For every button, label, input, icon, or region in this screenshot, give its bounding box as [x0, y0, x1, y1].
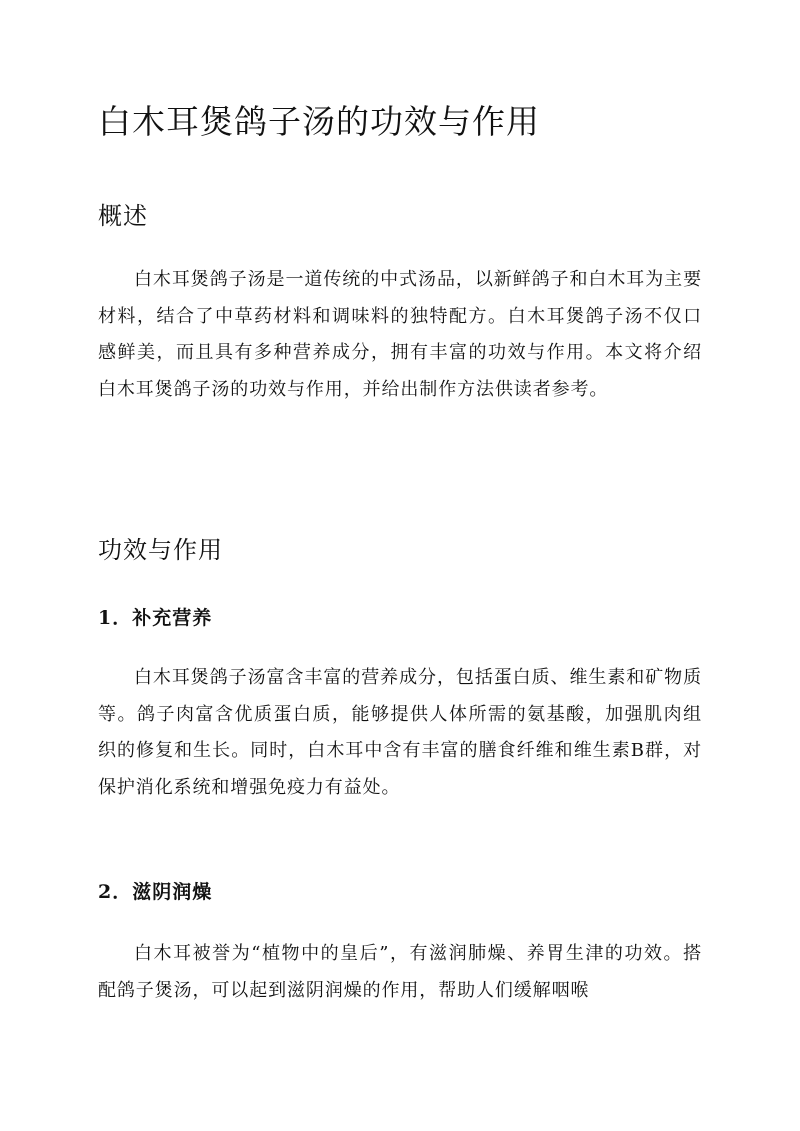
nourish-yin-paragraph: 白木耳被誉为“植物中的皇后”，有滋润肺燥、养胃生津的功效。搭配鸽子煲汤，可以起到滋阴润燥的作用，帮助人们缓解咽喉: [98, 943, 702, 1001]
nutrition-paragraph: 白木耳煲鸽子汤富含丰富的营养成分，包括蛋白质、维生素和矿物质等。鸽子肉富含优质蛋白质，能够提供人体所需的氨基酸，加强肌肉组织的修复和生长。同时，白木耳中含有丰富的膳食纤维和维生素B群，对保护消化系统和增强免疫力有益处。: [98, 667, 702, 798]
subheading-nourish-yin: 2．滋阴润燥: [98, 881, 213, 903]
section-heading-effects: 功效与作用: [98, 536, 223, 564]
page-title: 白木耳煲鸽子汤的功效与作用: [98, 102, 540, 141]
overview-paragraph: 白木耳煲鸽子汤是一道传统的中式汤品，以新鲜鸽子和白木耳为主要材料，结合了中草药材料和调味料的独特配方。白木耳煲鸽子汤不仅口感鲜美，而且具有多种营养成分，拥有丰富的功效与作用。本文将介绍白木耳煲鸽子汤的功效与作用，并给出制作方法供读者参考。: [98, 269, 702, 400]
subheading-nutrition: 1．补充营养: [98, 607, 213, 629]
section-heading-overview: 概述: [98, 202, 148, 230]
